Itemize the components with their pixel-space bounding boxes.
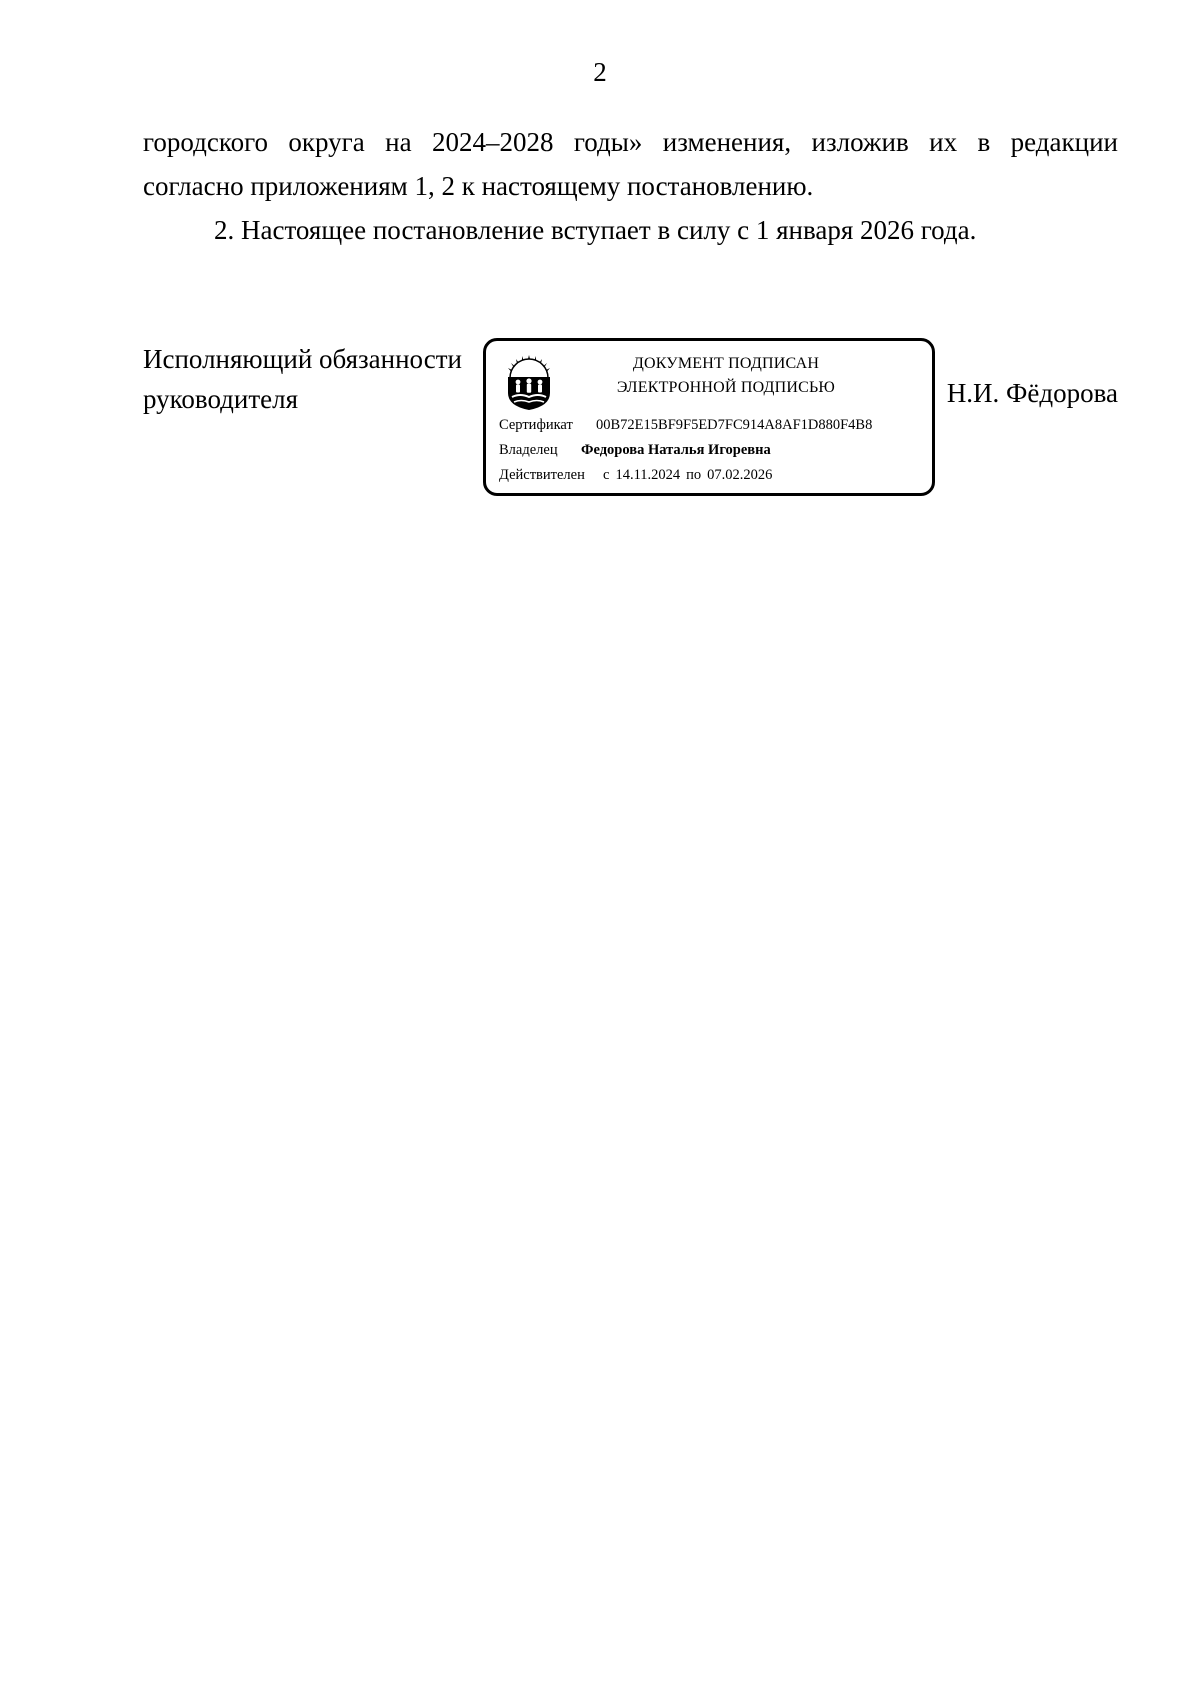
signer-title-line-1: Исполняющий обязанности — [143, 344, 462, 374]
valid-to-word: по — [686, 467, 702, 483]
valid-from-word: с — [603, 467, 610, 483]
stamp-heading-line-1: ДОКУМЕНТ ПОДПИСАН — [632, 355, 820, 372]
signer-title — [143, 339, 462, 419]
stamp-owner-row — [499, 441, 771, 459]
signer-title-line-2: руководителя — [143, 384, 299, 414]
certificate-label: Сертификат — [499, 417, 573, 433]
stamp-certificate-row — [499, 416, 872, 434]
stamp-validity-row — [499, 466, 772, 484]
paragraph-2: 2. Настоящее постановление вступает в силу с 1 января 2026 года. — [214, 215, 977, 245]
valid-from-date: 14.11.2024 — [615, 467, 681, 483]
certificate-value: 00B72E15BF9F5ED7FC914A8AF1D880F4B8 — [596, 417, 873, 433]
stamp-heading-line-2: ЭЛЕКТРОННОЙ ПОДПИСЬЮ — [616, 379, 836, 396]
owner-value: Федорова Наталья Игоревна — [581, 442, 771, 458]
valid-label: Действителен — [499, 467, 585, 483]
paragraph-1-line-2: согласно приложениям 1, 2 к настоящему постановлению. — [143, 171, 814, 201]
document-body — [143, 120, 1118, 252]
owner-label: Владелец — [499, 442, 558, 458]
paragraph-1-line-1: городского округа на 2024–2028 годы» изменения, изложив их в редакции — [143, 127, 1118, 157]
paragraph-1 — [143, 120, 1118, 208]
electronic-signature-stamp — [483, 338, 935, 496]
signer-name: Н.И. Фёдорова — [946, 378, 1118, 408]
page-number: 2 — [593, 57, 607, 87]
coat-of-arms-icon — [504, 353, 554, 411]
stamp-heading — [566, 352, 886, 400]
valid-to-date: 07.02.2026 — [707, 467, 773, 483]
